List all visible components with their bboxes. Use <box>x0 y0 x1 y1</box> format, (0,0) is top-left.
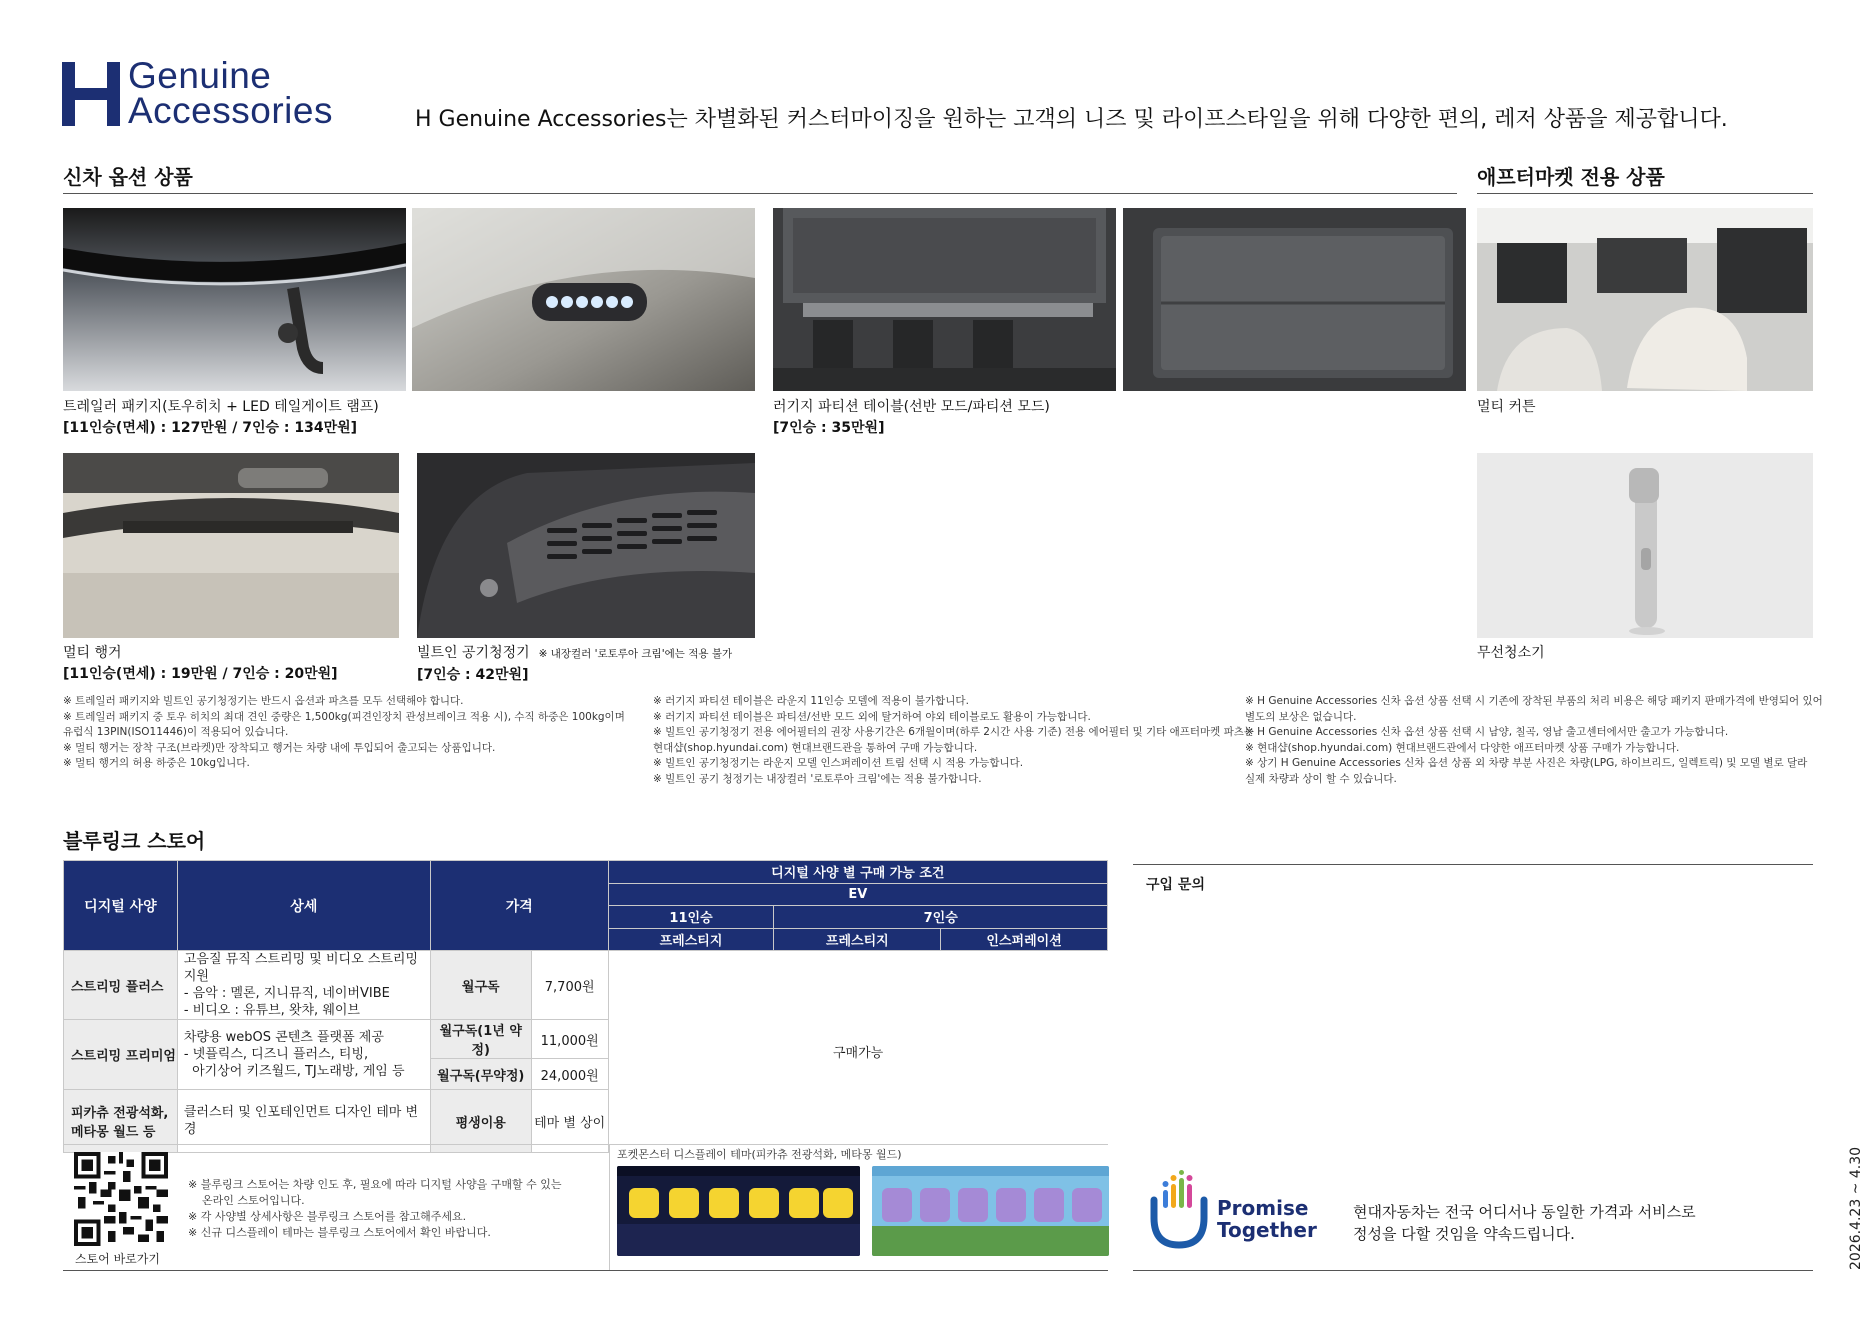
led-tailgate-lamp-photo <box>412 208 755 391</box>
validity-date: 2026.4.23 ~ 4.30 <box>1848 1146 1864 1270</box>
notes-column-2: ※ 러기지 파티션 테이블은 라운지 11인승 모델에 적용이 불가합니다. ※ 러기지 파티션 테이블은 파티션/선반 모드 외에 탈거하여 야외 테이블로도 활용이 가능합니다. ※ 빌트인 공기청정기 전용 에어필터의 권장 사용기간은 6개월이며(하루 2시간 사용 기준) 전용 에어필터 및 기타 애프터마켓 파츠는 현대샵(shop.hyundai.com) 현대브랜드관을 통하여 구매 가능합니다. ※ 빌트인 공기청정기는 라운지 모델 인스퍼레이션 트림 선택 시 적용 가능합니다. ※ 빌트인 공기 청정기는 내장컬러 '로토루아 크림'에는 적용 불가합니다. <box>653 695 1255 785</box>
header-price: 가격 <box>430 861 608 951</box>
purchase-inquiry-title: 구입 문의 <box>1146 877 1205 893</box>
pokemon-theme-label: 포켓몬스터 디스플레이 테마(피카츄 전광석화, 메타몽 월드) <box>617 1148 902 1161</box>
streaming-plus-detail: 고음질 뮤직 스트리밍 및 비디오 스트리밍 지원 - 음악 : 멜론, 지니뮤직, 네이버VIBE - 비디오 : 유튜브, 왓챠, 웨이브 <box>177 951 430 1020</box>
air-purifier-caption: 빌트인 공기청정기 ※ 내장컬러 '로토루아 크림'에는 적용 불가 [7인승 : 42만원] <box>417 645 733 683</box>
trailer-package-caption: 트레일러 패키지(토우히치 + LED 테일게이트 램프) [11인승(면세) : 127만원 / 7인승 : 134만원] <box>63 399 379 436</box>
promise-together-wordmark: Promise Together <box>1217 1196 1317 1242</box>
trailer-hitch-photo <box>63 208 406 391</box>
cordless-vacuum-photo <box>1477 453 1813 638</box>
divider <box>609 1144 610 1270</box>
multi-hanger-caption: 멀티 행거 [11인승(면세) : 19만원 / 7인승 : 20만원] <box>63 645 338 682</box>
notes-column-3: ※ H Genuine Accessories 신차 옵션 상품 선택 시 기존에 장착된 부품의 처리 비용은 해당 패키지 판매가격에 반영되어 있어 별도의 보상은 없습니다. ※ H Genuine Accessories 신차 옵션 상품 선택 시 남양, 칠곡, 영남 출고센터에서만 출고가 가능합니다. ※ 현대샵(shop.hyundai.com) 현대브랜드관에서 다양한 애프터마켓 상품 구매가 가능합니다. ※ 상기 H Genuine Accessories 신차 옵션 상품 외 차량 부분 사진은 차량(LPG, 하이브리드, 일렉트릭) 및 모델 별로 달라 실제 차량과 상이 할 수 있습니다. <box>1245 695 1823 785</box>
divider <box>63 193 1457 194</box>
price-type: 월구독(1년 약정) <box>430 1020 531 1059</box>
header-7-seat: 7인승 <box>774 906 1108 929</box>
ditto-world-theme-screen <box>872 1166 1109 1256</box>
luggage-partition-mode-photo <box>1123 208 1466 391</box>
header-11-seat: 11인승 <box>608 906 774 929</box>
header-purchase-condition: 디지털 사양 별 구매 가능 조건 <box>608 861 1107 884</box>
price-type: 월구독(무약정) <box>430 1059 531 1090</box>
row-streaming-plus: 스트리밍 플러스 <box>64 951 178 1020</box>
luggage-shelf-mode-photo <box>773 208 1116 391</box>
divider <box>63 1270 1108 1271</box>
bluelink-section-title: 블루링크 스토어 <box>63 829 206 853</box>
pokemon-theme-detail: 클러스터 및 인포테인먼트 디자인 테마 변경 <box>177 1090 430 1153</box>
row-pokemon-theme: 피카츄 전광석화, 메타몽 월드 등 <box>64 1090 178 1153</box>
header-inspiration: 인스퍼레이션 <box>941 928 1108 951</box>
new-car-section-title: 신차 옵션 상품 <box>63 165 193 189</box>
header-prestige-11: 프레스티지 <box>608 928 774 951</box>
price-value: 테마 별 상이 <box>531 1090 608 1153</box>
luggage-table-caption: 러기지 파티션 테이블(선반 모드/파티션 모드) [7인승 : 35만원] <box>773 399 1050 436</box>
streaming-premium-detail: 차량용 webOS 콘텐츠 플랫폼 제공 - 넷플릭스, 디즈니 플러스, 티빙, 아기상어 키즈월드, TJ노래방, 게임 등 <box>177 1020 430 1090</box>
built-in-air-purifier-photo <box>417 453 755 638</box>
bluelink-pricing-table <box>63 860 1108 1153</box>
multi-hanger-photo <box>63 453 399 638</box>
promise-message: 현대자동차는 전국 어디서나 동일한 가격과 서비스로 정성을 다할 것임을 약속드립니다. <box>1353 1203 1696 1243</box>
price-type: 월구독 <box>430 951 531 1020</box>
header-prestige-7: 프레스티지 <box>774 928 941 951</box>
brand-logo-text: Genuine Accessories <box>128 55 333 131</box>
row-streaming-premium: 스트리밍 프리미엄 <box>64 1020 178 1090</box>
divider <box>1477 193 1813 194</box>
price-type: 평생이용 <box>430 1090 531 1153</box>
multi-curtain-photo <box>1477 208 1813 391</box>
header-detail: 상세 <box>177 861 430 951</box>
aftermarket-section-title: 애프터마켓 전용 상품 <box>1477 165 1665 189</box>
vacuum-caption: 무선청소기 <box>1477 645 1545 661</box>
promise-together-logo-icon <box>1148 1170 1210 1252</box>
bluelink-notes: ※ 블루링크 스토어는 차량 인도 후, 필요에 따라 디지털 사양을 구매할 수 있는 온라인 스토어입니다. ※ 각 사양별 상세사항은 블루링크 스토어를 참고해주세요. ※ 신규 디스플레이 테마는 블루링크 스토어에서 확인 바랍니다. <box>188 1178 562 1239</box>
price-value: 7,700원 <box>531 951 608 1020</box>
notes-column-1: ※ 트레일러 패키지와 빌트인 공기청정기는 반드시 옵션과 파츠를 모두 선택해야 합니다. ※ 트레일러 패키지 중 토우 히치의 최대 견인 중량은 1,500kg(피견인장치 관성브레이크 적용 시), 수직 하중은 100kg이며 유럽식 13PIN(ISO11446)이 적용되어 있습니다. ※ 멀티 행거는 장착 구조(브라켓)만 장착되고 행거는 차량 내에 투입되어 출고되는 상품입니다. ※ 멀티 행거의 허용 하중은 10kg입니다. <box>63 695 625 769</box>
header-digital-spec: 디지털 사양 <box>64 861 178 951</box>
page-tagline: H Genuine Accessories는 차별화된 커스터마이징을 원하는 고객의 니즈 및 라이프스타일을 위해 다양한 편의, 레저 상품을 제공합니다. <box>415 107 1728 132</box>
qr-code-icon[interactable] <box>74 1152 168 1246</box>
h-logo-icon <box>62 62 120 126</box>
store-shortcut-label[interactable]: 스토어 바로가기 <box>75 1252 160 1266</box>
divider <box>63 1144 1108 1145</box>
pikachu-theme-screen <box>617 1166 860 1256</box>
availability-cell: 구매가능 <box>832 1046 884 1062</box>
multi-curtain-caption: 멀티 커튼 <box>1477 399 1536 415</box>
price-value: 24,000원 <box>531 1059 608 1090</box>
header-ev: EV <box>608 883 1107 906</box>
divider <box>1133 1270 1813 1271</box>
price-value: 11,000원 <box>531 1020 608 1059</box>
divider <box>1133 864 1813 865</box>
